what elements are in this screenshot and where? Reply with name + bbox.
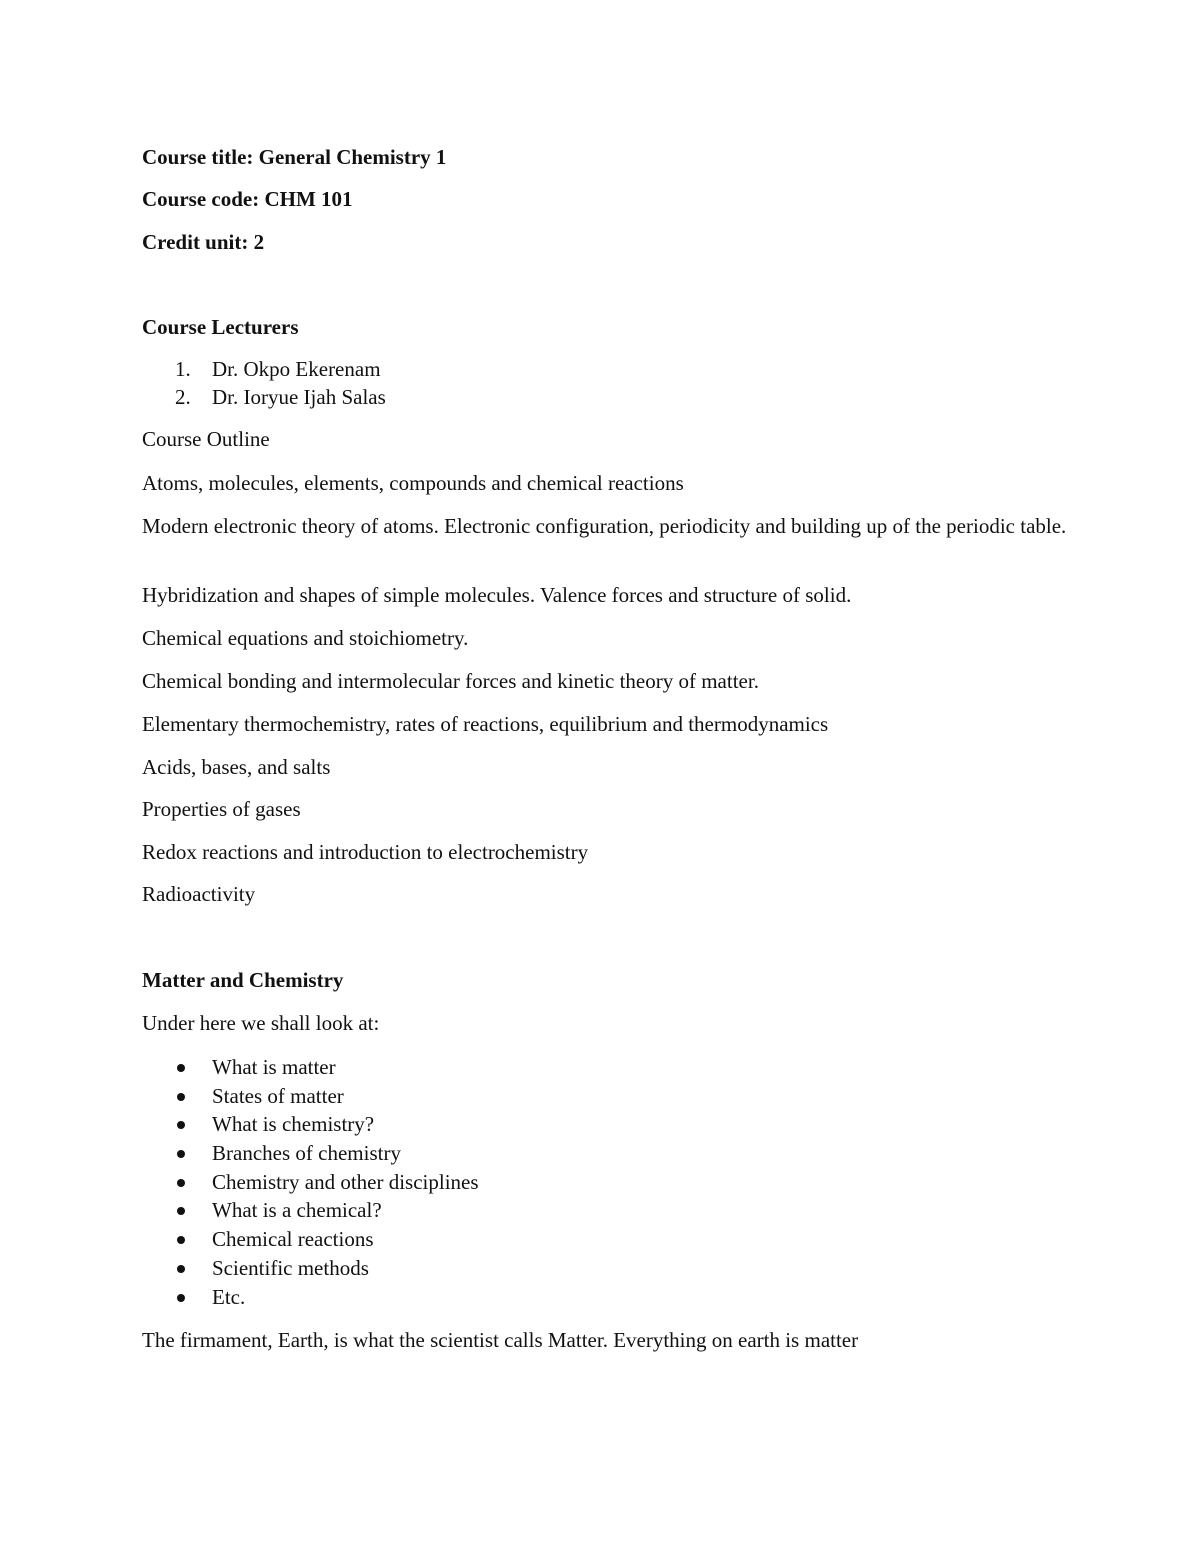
lecturer-name: Dr. Ioryue Ijah Salas xyxy=(212,385,386,409)
matter-heading: Matter and Chemistry xyxy=(142,968,344,992)
outline-heading: Course Outline xyxy=(142,427,270,451)
closing-paragraph: The firmament, Earth, is what the scientist calls Matter. Everything on earth is matter xyxy=(142,1328,859,1352)
list-item-text: Branches of chemistry xyxy=(212,1141,401,1165)
list-item-text: What is chemistry? xyxy=(212,1112,375,1136)
bullet-icon xyxy=(177,1207,185,1215)
outline-item: Modern electronic theory of atoms. Electronic configuration, periodicity and building up of the periodic table. xyxy=(142,514,1067,538)
bullet-icon xyxy=(177,1064,185,1072)
course-code: Course code: CHM 101 xyxy=(142,187,353,211)
outline-item: Atoms, molecules, elements, compounds and chemical reactions xyxy=(142,471,684,495)
list-item-text: Chemical reactions xyxy=(212,1227,374,1251)
outline-item: Properties of gases xyxy=(142,797,301,821)
bullet-icon xyxy=(177,1294,185,1302)
outline-item: Elementary thermochemistry, rates of reactions, equilibrium and thermodynamics xyxy=(142,712,829,736)
list-number: 1. xyxy=(175,357,191,381)
outline-item: Radioactivity xyxy=(142,882,256,906)
bullet-icon xyxy=(177,1121,185,1129)
outline-item: Redox reactions and introduction to electrochemistry xyxy=(142,840,589,864)
bullet-icon xyxy=(177,1150,185,1158)
outline-item: Hybridization and shapes of simple molecules. Valence forces and structure of solid. xyxy=(142,583,852,607)
lecturer-name: Dr. Okpo Ekerenam xyxy=(212,357,381,381)
outline-item: Acids, bases, and salts xyxy=(142,755,331,779)
outline-item: Chemical equations and stoichiometry. xyxy=(142,626,469,650)
credit-unit: Credit unit: 2 xyxy=(142,230,265,254)
list-item-text: Etc. xyxy=(212,1285,246,1309)
list-item-text: States of matter xyxy=(212,1084,344,1108)
outline-item: Chemical bonding and intermolecular forces and kinetic theory of matter. xyxy=(142,669,759,693)
bullet-icon xyxy=(177,1093,185,1101)
list-item-text: What is matter xyxy=(212,1055,336,1079)
bullet-icon xyxy=(177,1265,185,1273)
list-item-text: Chemistry and other disciplines xyxy=(212,1170,479,1194)
list-item-text: What is a chemical? xyxy=(212,1198,382,1222)
course-title: Course title: General Chemistry 1 xyxy=(142,145,447,169)
bullet-icon xyxy=(177,1236,185,1244)
list-item-text: Scientific methods xyxy=(212,1256,369,1280)
list-number: 2. xyxy=(175,385,191,409)
matter-intro: Under here we shall look at: xyxy=(142,1011,380,1035)
lecturers-heading: Course Lecturers xyxy=(142,315,299,339)
bullet-icon xyxy=(177,1179,185,1187)
